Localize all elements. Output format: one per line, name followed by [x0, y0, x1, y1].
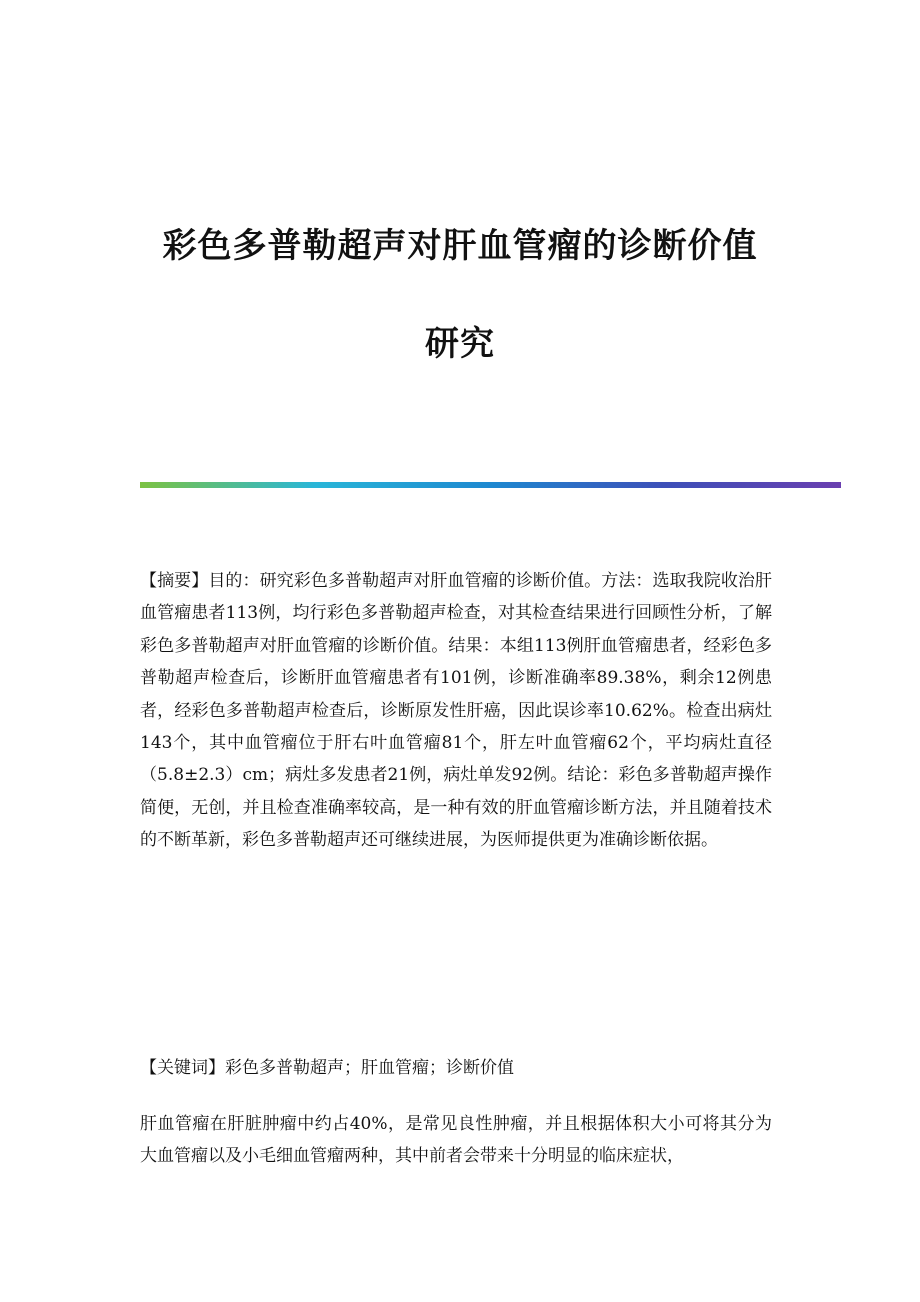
document-title-line2: 研究	[425, 324, 495, 364]
gradient-divider	[140, 482, 841, 488]
abstract-paragraph: 【摘要】目的：研究彩色多普勒超声对肝血管瘤的诊断价值。方法：选取我院收治肝血管瘤患者113例，均行彩色多普勒超声检查，对其检查结果进行回顾性分析，了解彩色多普勒超声对肝血管瘤的诊断价值。结果：本组113例肝血管瘤患者，经彩色多普勒超声检查后，诊断肝血管瘤患者有101例，诊断准确率89.38%，剩余12例患者，经彩色多普勒超声检查后，诊断原发性肝癌，因此误诊率10.62%。检查出病灶143个，其中血管瘤位于肝右叶血管瘤81个，肝左叶血管瘤62个，平均病灶直径（5.8±2.3）cm；病灶多发患者21例，病灶单发92例。结论：彩色多普勒超声操作简便，无创，并且检查准确率较高，是一种有效的肝血管瘤诊断方法，并且随着技术的不断革新，彩色多普勒超声还可继续进展，为医师提供更为准确诊断依据。	[140, 571, 772, 851]
keywords-line: 【关键词】彩色多普勒超声；肝血管瘤；诊断价值	[140, 1058, 514, 1078]
body-paragraph: 肝血管瘤在肝脏肿瘤中约占40%，是常见良性肿瘤，并且根据体积大小可将其分为大血管瘤以及小毛细血管瘤两种，其中前者会带来十分明显的临床症状，	[140, 1114, 772, 1167]
document-title-line1: 彩色多普勒超声对肝血管瘤的诊断价值	[162, 226, 758, 266]
